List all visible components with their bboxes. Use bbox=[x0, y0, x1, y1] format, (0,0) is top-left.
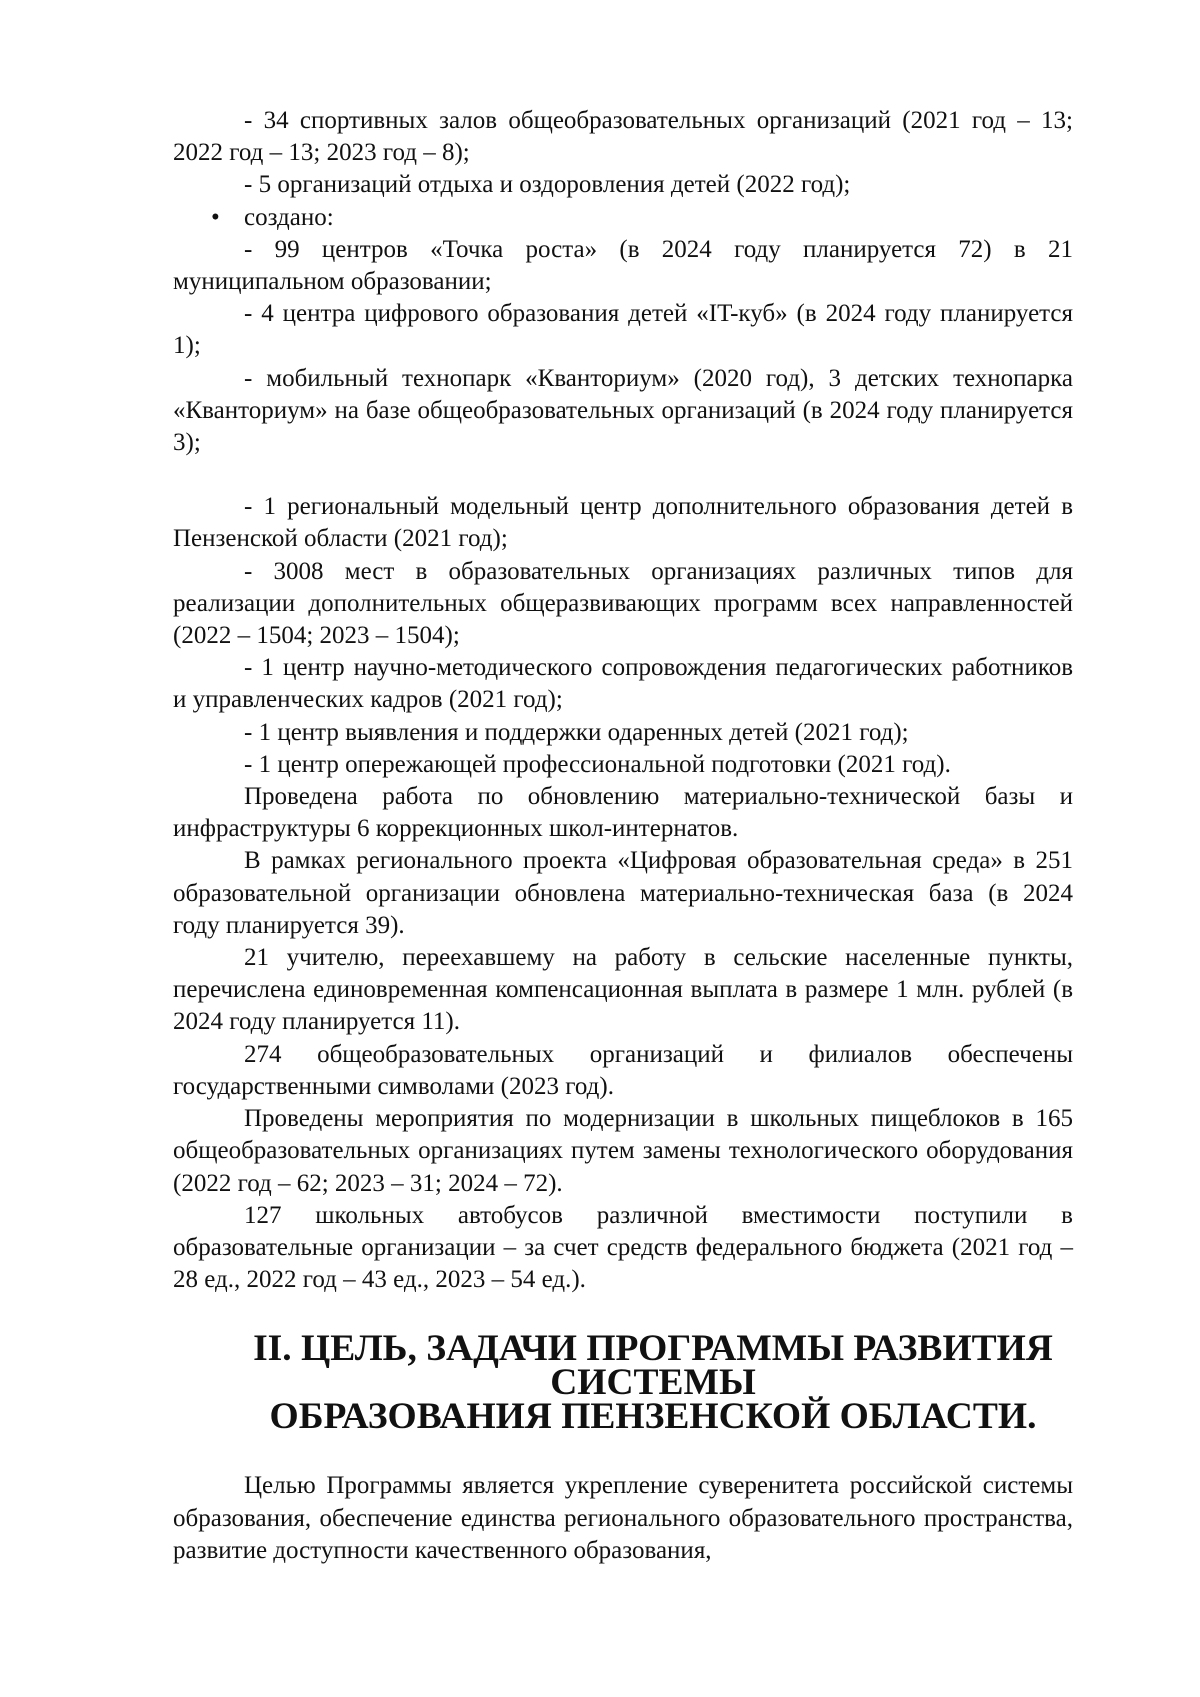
paragraph-state-symbols: 274 общеобразовательных организаций и филиалов обеспечены государственными символами (2023 год). bbox=[173, 1040, 1073, 1100]
bullet-item-created bbox=[173, 202, 1073, 234]
paragraph-gifted-children-center: - 1 центр выявления и поддержки одаренных детей (2021 год); bbox=[244, 718, 909, 746]
paragraph-boarding-schools: Проведена работа по обновлению материально-технической базы и инфраструктуры 6 коррекционных школ-интернатов. bbox=[173, 783, 1073, 843]
paragraph-rest-organizations: - 5 организаций отдыха и оздоровления детей (2022 год); bbox=[244, 171, 851, 199]
paragraph-it-cube: - 4 центра цифрового образования детей «IT-куб» (в 2024 году планируется 1); bbox=[173, 300, 1073, 360]
paragraph-tochka-rosta: - 99 центров «Точка роста» (в 2024 году планируется 72) в 21 муниципальном образовании; bbox=[173, 235, 1073, 296]
paragraph-3008-places: - 3008 мест в образовательных организациях различных типов для реализации дополнительных общеразвивающих программ всех направленностей (2022 – 1504; 2023 – 1504); bbox=[173, 557, 1073, 650]
paragraph-program-goal: Целью Программы является укрепление суверенитета российской системы образования, обеспечение единства регионального образовательного пространства, развитие доступности качественного образования, bbox=[173, 1472, 1073, 1564]
paragraph-canteen-modernization: Проведены мероприятия по модернизации в школьных пищеблоков в 165 общеобразовательных организациях путем замены технологического оборудования (2022 год – 62; 2023 – 31; 2024 – 72). bbox=[173, 1105, 1073, 1197]
bullet-label: создано: bbox=[244, 203, 334, 231]
section-heading-line-1: II. ЦЕЛЬ, ЗАДАЧИ ПРОГРАММЫ РАЗВИТИЯ СИСТЕМЫ bbox=[253, 1328, 1053, 1404]
blank-line bbox=[173, 459, 1073, 491]
bullet-icon: • bbox=[211, 203, 220, 231]
paragraph-methodical-center: - 1 центр научно-методического сопровождения педагогических работников и управленческих кадров (2021 год); bbox=[173, 654, 1073, 714]
section-heading-line-2: ОБРАЗОВАНИЯ ПЕНЗЕНСКОЙ ОБЛАСТИ. bbox=[269, 1396, 1037, 1438]
paragraph-sport-halls: - 34 спортивных залов общеобразовательных организаций (2021 год – 13; 2022 год – 13; 2023 год – 8); bbox=[173, 107, 1073, 167]
paragraph-model-center: - 1 региональный модельный центр дополнительного образования детей в Пензенской области (2021 год); bbox=[173, 493, 1073, 553]
paragraph-teacher-compensation: 21 учителю, переехавшему на работу в сельские населенные пункты, перечислена единовременная компенсационная выплата в размере 1 млн. рублей (в 2024 году планируется 11). bbox=[173, 944, 1073, 1036]
section-heading bbox=[173, 1328, 1073, 1438]
paragraph-school-buses: 127 школьных автобусов различной вместимости поступили в образовательные организации – за счет средств федерального бюджета (2021 год – 28 ед., 2022 год – 43 ед., 2023 – 54 ед.). bbox=[173, 1201, 1073, 1294]
paragraph-kvantorium: - мобильный технопарк «Кванториум» (2020 год), 3 детских технопарка «Кванториум» на базе общеобразовательных организаций (в 2024 году планируется 3); bbox=[173, 364, 1073, 457]
document-page bbox=[173, 105, 1073, 1567]
paragraph-professional-training-center: - 1 центр опережающей профессиональной подготовки (2021 год). bbox=[244, 750, 951, 778]
paragraph-digital-environment: В рамках регионального проекта «Цифровая образовательная среда» в 251 образовательной организации обновлена материально-техническая база (в 2024 году планируется 39). bbox=[173, 847, 1073, 939]
spacer bbox=[173, 1434, 1073, 1470]
